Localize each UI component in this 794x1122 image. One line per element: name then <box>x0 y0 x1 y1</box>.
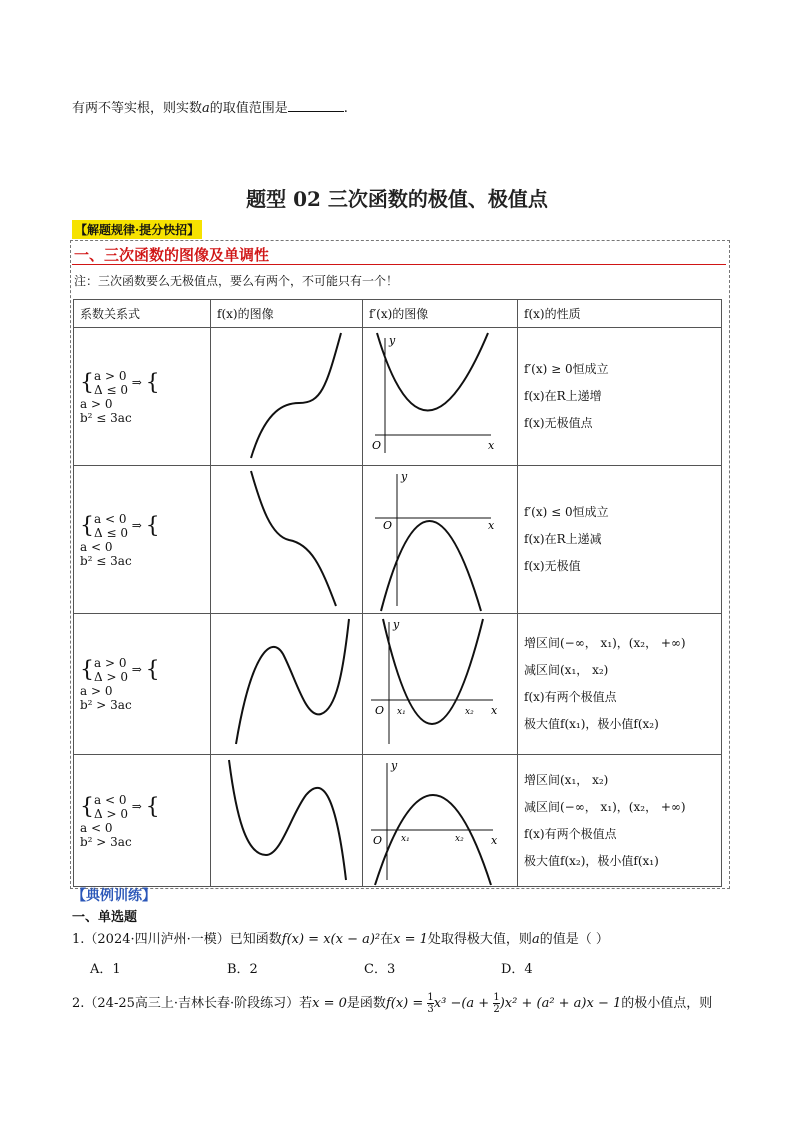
continued-tail: 的取值范围是 <box>209 101 288 116</box>
q1-mid: 在 <box>380 932 394 947</box>
table-row <box>74 755 722 887</box>
res2: b² > 3ac <box>80 698 132 712</box>
fprime-graph-cell <box>363 466 518 614</box>
option-b[interactable]: B．2 <box>227 962 258 977</box>
res2: b² ≤ 3ac <box>80 553 132 568</box>
q1-end: 的值是（ ） <box>539 932 609 947</box>
prop: f(x)在R上递增 <box>524 389 602 403</box>
coef-cell: {a > 0 Δ ≤ 0 ⇒ {a > 0 b² ≤ 3ac <box>74 328 211 466</box>
cond2: Δ ≤ 0 <box>94 382 128 397</box>
f-graph-cell <box>211 466 363 614</box>
fprime-graph-two-roots-up <box>363 614 511 754</box>
parabola <box>381 521 481 611</box>
q1-text: 1.（2024·四川泸州·一模）已知函数 <box>72 932 282 947</box>
single-choice-heading: 一、单选题 <box>72 910 138 925</box>
res2: b² ≤ 3ac <box>80 410 132 425</box>
res1: a > 0 <box>80 396 113 411</box>
q2-f2: x³ − <box>433 996 462 1011</box>
label-y: y <box>401 470 408 483</box>
f-graph-two-extrema-neg <box>211 755 356 886</box>
q2-cond: x = 0 <box>312 996 347 1011</box>
label-o: O <box>375 704 385 717</box>
curve <box>251 471 336 606</box>
frac-one-third: $\frac{1}{3}$ <box>427 992 434 1015</box>
cond1: a > 0 <box>94 656 127 670</box>
header-f-graph: f(x)的图像 <box>211 300 363 328</box>
prop: 极大值f(x₁)，极小值f(x₂) <box>524 717 659 731</box>
res1: a < 0 <box>80 539 113 554</box>
cond1: a < 0 <box>94 511 127 526</box>
answer-blank <box>288 99 344 112</box>
f-graph-two-extrema-pos <box>211 614 356 754</box>
label-x: x <box>491 704 498 717</box>
f-graph-cell <box>211 755 363 887</box>
q1-var: a <box>531 932 540 947</box>
tips-tag: 【解题规律·提分快招】 <box>72 220 202 239</box>
prop: f(x)有两个极值点 <box>524 826 617 841</box>
fprime-graph-upward <box>363 328 511 465</box>
fprime-graph-downward <box>363 466 511 613</box>
cond2: Δ > 0 <box>94 670 128 684</box>
note-text: 注：三次函数要么无极值点，要么有两个，不可能只有一个！ <box>74 274 399 288</box>
heading-underline <box>72 264 726 265</box>
frac-one-half: $\frac{1}{2}$ <box>493 992 500 1015</box>
question-1 <box>72 928 609 947</box>
res1: a < 0 <box>80 820 113 835</box>
label-x2: x₂ <box>455 834 464 844</box>
prop: f′(x) ≤ 0恒成立 <box>524 505 609 519</box>
label-y: y <box>393 618 400 631</box>
cubic-table <box>73 299 722 887</box>
cond1: a < 0 <box>94 792 127 807</box>
label-x1: x₁ <box>397 707 406 717</box>
header-props: f(x)的性质 <box>518 300 722 328</box>
examples-title: 【典例训练】 <box>72 888 156 904</box>
fprime-graph-cell <box>363 328 518 466</box>
coef-cell: {a < 0 Δ ≤ 0 ⇒ {a < 0 b² ≤ 3ac <box>74 466 211 614</box>
question-2 <box>72 992 712 1015</box>
label-o: O <box>373 834 383 847</box>
props-cell <box>518 328 722 466</box>
header-fprime-graph: f′(x)的图像 <box>363 300 518 328</box>
coef-cell: {a < 0 Δ > 0 ⇒ {a < 0 b² > 3ac <box>74 755 211 887</box>
label-x: x <box>488 519 495 532</box>
f-graph-cell <box>211 614 363 755</box>
line-end: . <box>343 101 348 116</box>
fprime-graph-cell <box>363 755 518 887</box>
f-graph-cell <box>211 328 363 466</box>
prop: f(x)无极值点 <box>524 416 593 430</box>
label-o: O <box>383 519 393 532</box>
res1: a > 0 <box>80 684 113 698</box>
label-x: x <box>488 439 495 452</box>
props-cell <box>518 755 722 887</box>
fprime-graph-two-roots-down <box>363 755 511 886</box>
props-cell <box>518 614 722 755</box>
table-row <box>74 328 722 466</box>
curve <box>236 619 349 744</box>
table-row <box>74 614 722 755</box>
f-graph-decreasing <box>211 466 356 613</box>
label-y: y <box>389 334 396 347</box>
label-x: x <box>491 834 498 847</box>
label-y: y <box>391 759 398 772</box>
curve <box>251 333 341 458</box>
cond1: a > 0 <box>94 368 127 383</box>
prop: f′(x) ≥ 0恒成立 <box>524 362 609 376</box>
label-o: O <box>372 439 382 452</box>
cond2: Δ ≤ 0 <box>94 525 128 540</box>
res2: b² > 3ac <box>80 834 132 849</box>
table-header-row <box>74 300 722 328</box>
prop: 增区间(x₁， x₂) <box>524 772 609 787</box>
f-graph-increasing <box>211 328 356 465</box>
fprime-graph-cell <box>363 614 518 755</box>
q2-text: 2.（24-25高三上·吉林长春·阶段练习）若 <box>72 996 313 1011</box>
table-row <box>74 466 722 614</box>
q1-cond: x = 1 <box>393 932 428 947</box>
q2-f4: )x² + (a² + a)x − 1 <box>499 996 622 1011</box>
header-coef: 系数关系式 <box>74 300 211 328</box>
q1-options <box>90 958 690 977</box>
cond2: Δ > 0 <box>94 806 128 821</box>
section-title: 题型 02 三次函数的极值、极值点 <box>246 187 548 211</box>
continued-question-line <box>72 97 348 116</box>
continued-text: 有两不等实根，则实数 <box>72 101 203 116</box>
option-a[interactable]: A．1 <box>90 962 121 977</box>
label-x1: x₁ <box>401 834 410 844</box>
prop: 减区间(−∞， x₁)，(x₂， +∞) <box>524 799 686 814</box>
props-cell <box>518 466 722 614</box>
option-d[interactable]: D．4 <box>501 962 533 977</box>
option-c[interactable]: C．3 <box>364 962 396 977</box>
coef-cell: {a > 0 Δ > 0 ⇒ {a > 0 b² > 3ac <box>74 614 211 755</box>
parabola <box>375 795 491 885</box>
label-x2: x₂ <box>465 707 474 717</box>
q2-tail: 的极小值点，则 <box>621 996 713 1011</box>
prop: 减区间(x₁， x₂) <box>524 663 609 677</box>
curve <box>229 760 346 880</box>
var-a: a <box>202 101 210 116</box>
q1-func: f(x) = x(x − a)² <box>281 932 381 947</box>
prop: f(x)有两个极值点 <box>524 690 617 704</box>
q2-mid: 是函数 <box>346 996 386 1011</box>
q2-f1: f(x) = <box>385 996 424 1011</box>
heading-cubic-graph: 一、三次函数的图像及单调性 <box>74 246 270 264</box>
prop: 增区间(−∞， x₁)，(x₂， +∞) <box>524 636 686 650</box>
prop: f(x)无极值 <box>524 559 581 573</box>
prop: f(x)在R上递减 <box>524 532 602 546</box>
prop: 极大值f(x₂)，极小值f(x₁) <box>524 853 659 868</box>
q2-f3: (a + <box>461 996 490 1011</box>
q1-tail: 处取得极大值，则 <box>427 932 532 947</box>
